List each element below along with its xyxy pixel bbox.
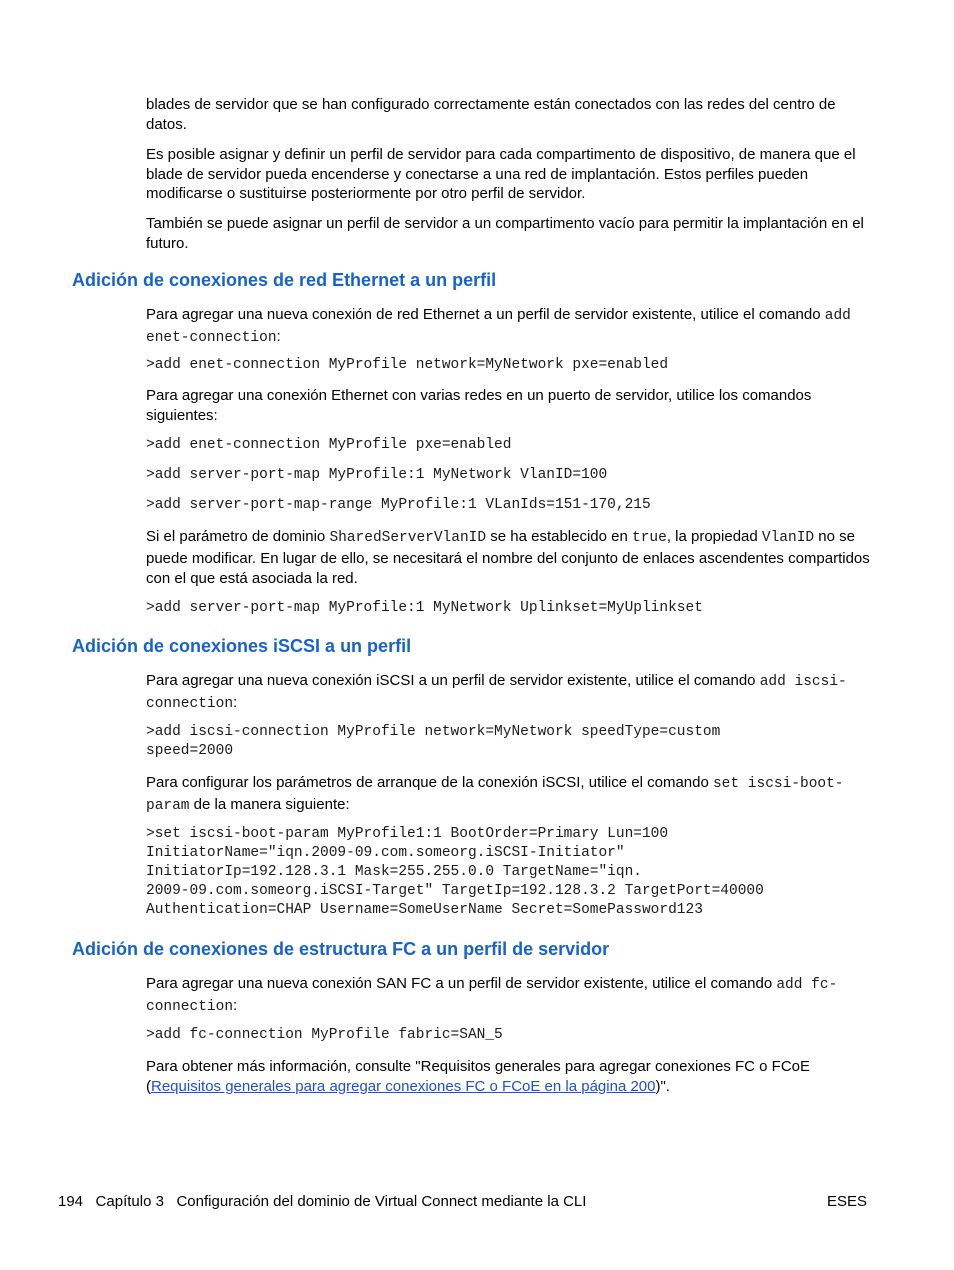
ethernet-command-4: >add server-port-map-range MyProfile:1 VLanIds=151-170,215 — [146, 497, 651, 513]
fc-p1-text: Para agregar una nueva conexión SAN FC a un perfil de servidor existente, utilice el comando — [146, 975, 777, 992]
ethernet-paragraph-2: Para agregar una conexión Ethernet con varias redes en un puerto de servidor, utilice los comandos siguientes: — [146, 387, 812, 424]
ethernet-p3-text-c: , la propiedad — [666, 528, 762, 545]
fc-p1-code: add fc-connection — [146, 977, 838, 1015]
ethernet-p3-code-shared-vlan: SharedServerVlanID — [329, 530, 487, 546]
iscsi-command-2: >set iscsi-boot-param MyProfile1:1 BootOrder=Primary Lun=100 InitiatorName="iqn.2009-09.com.someorg.iSCSI-Initiator" InitiatorIp=192.128.3.1 Mask=255.255.0.0 TargetName="iqn. 2009-09.com.someorg.iSCSI-Target" TargetIp=192.128.3.2 TargetPort=40000 Authentication=CHAP Username=SomeUserName Secret=SomePassword123 — [146, 826, 764, 918]
requirements-link[interactable]: Requisitos generales para agregar conexiones FC o FCoE en la página 200 — [151, 1077, 656, 1095]
iscsi-p1-code: add iscsi-connection — [146, 674, 847, 712]
ethernet-p3-text-b: se ha establecido en — [486, 528, 633, 545]
fc-p2-text-a: Para obtener más información, consulte "Requisitos generales para agregar conexiones FC o FCoE ( — [146, 1058, 811, 1095]
ethernet-command-2: >add enet-connection MyProfile pxe=enabled — [146, 437, 512, 453]
iscsi-p2-text: Para configurar los parámetros de arranque de la conexión iSCSI, utilice el comando — [146, 774, 713, 791]
ethernet-p3-code-true: true — [632, 530, 667, 546]
ethernet-p1-end: : — [276, 327, 281, 345]
ethernet-p3-code-vlanid: VlanID — [761, 530, 815, 546]
footer-lang: ESES — [826, 1193, 867, 1210]
ethernet-command-3: >add server-port-map MyProfile:1 MyNetwork VlanID=100 — [146, 467, 608, 483]
iscsi-command-1: >add iscsi-connection MyProfile network=MyNetwork speedType=custom speed=2000 — [146, 724, 721, 759]
ethernet-p1-text: Para agregar una nueva conexión de red Ethernet a un perfil de servidor existente, utilice el comando — [146, 306, 825, 323]
footer-chapter: Capítulo 3 — [95, 1193, 164, 1210]
intro-paragraph-1: blades de servidor que se han configurado correctamente están conectados con las redes del centro de datos. — [146, 96, 836, 133]
footer-page-number: 194 — [58, 1193, 84, 1210]
ethernet-command-1: >add enet-connection MyProfile network=MyNetwork pxe=enabled — [146, 357, 669, 373]
ethernet-command-5: >add server-port-map MyProfile:1 MyNetwork Uplinkset=MyUplinkset — [146, 600, 703, 616]
intro-paragraph-2: Es posible asignar y definir un perfil de servidor para cada compartimento de dispositivo, de manera que el blade de servidor pueda encenderse y conectarse a una red de implantación. Estos perfiles pueden modificarse o sustituirse posteriormente por otro perfil de servidor. — [146, 146, 856, 202]
heading-ethernet: Adición de conexiones de red Ethernet a un perfil — [72, 270, 497, 290]
iscsi-paragraph-1 — [146, 671, 874, 714]
iscsi-p2-code: set iscsi-boot-param — [146, 776, 844, 814]
fc-command-1: >add fc-connection MyProfile fabric=SAN_5 — [146, 1027, 503, 1043]
footer-title: Configuración del dominio de Virtual Connect mediante la CLI — [176, 1193, 587, 1210]
footer-left — [58, 1192, 586, 1212]
fc-paragraph-1 — [146, 974, 874, 1017]
fc-paragraph-2 — [146, 1057, 874, 1096]
intro-paragraph-3: También se puede asignar un perfil de servidor a un compartimento vacío para permitir la implantación en el futuro. — [146, 215, 864, 252]
heading-iscsi: Adición de conexiones iSCSI a un perfil — [72, 636, 412, 656]
fc-p1-end: : — [233, 996, 238, 1014]
iscsi-paragraph-2 — [146, 773, 874, 816]
ethernet-paragraph-1 — [146, 305, 874, 348]
heading-fc: Adición de conexiones de estructura FC a un perfil de servidor — [72, 939, 610, 959]
fc-p2-text-b: )". — [655, 1077, 670, 1095]
ethernet-p3-text-a: Si el parámetro de dominio — [146, 528, 330, 545]
iscsi-p2-end: de la manera siguiente: — [189, 795, 350, 813]
iscsi-p1-text: Para agregar una nueva conexión iSCSI a un perfil de servidor existente, utilice el comando — [146, 672, 760, 689]
iscsi-p1-end: : — [233, 693, 238, 711]
ethernet-p3-text-d: no se puede modificar. En lugar de ello, se necesitará el nombre del conjunto de enlaces ascendentes compartidos con el que está asociada la red. — [146, 528, 870, 587]
ethernet-p1-code: add enet-connection — [146, 308, 851, 346]
ethernet-paragraph-3 — [146, 527, 874, 590]
